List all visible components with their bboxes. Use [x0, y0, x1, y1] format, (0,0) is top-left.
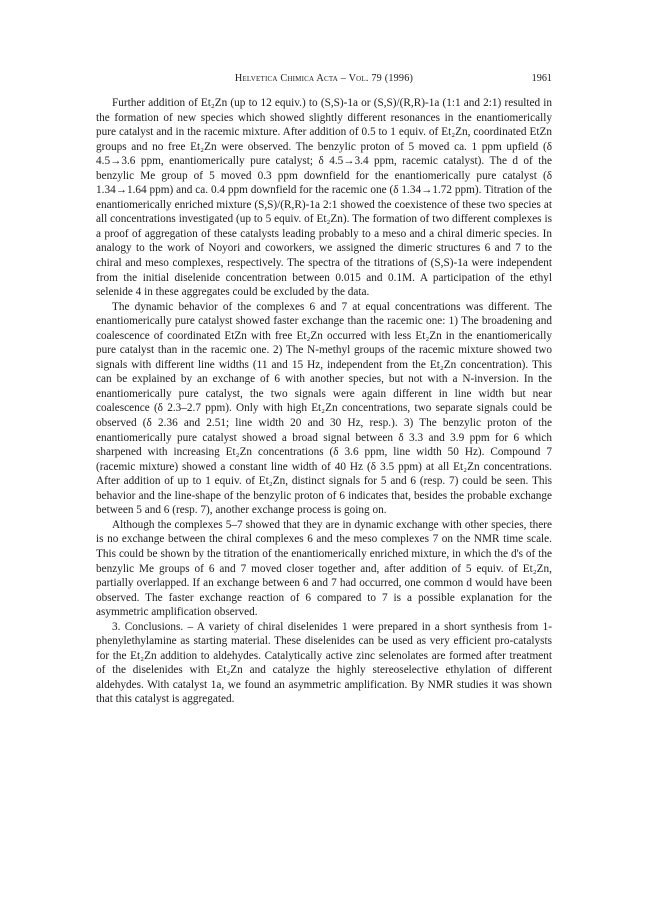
running-head: Helvetica Chimica Acta – Vol. 79 (1996) — [234, 73, 414, 84]
body-text — [96, 96, 552, 707]
paragraph-dynamic-behavior: The dynamic behavior of the complexes 6 and 7 at equal concentrations was different. The enantiomerically pure catalyst showed faster exchange than the racemic one: 1) The broadening and coalescence of coordinated EtZn with free Et₂Zn occurred with less Et₂Zn in the enantiomerically pure catalyst than in the racemic one. 2) The N-methyl groups of the racemic mixture showed two signals with different line widths (11 and 15 Hz, independent from the Et₂Zn concentration). This can be explained by an exchange of 6 with another species, but not with a N-inversion. In the enantiomerically pure catalyst, the two signals were again different in line width but near coalescence (δ 2.3–2.7 ppm). Only with high Et₂Zn concentrations, two separate signals could be observed (δ 2.36 and 2.51; line width 20 and 30 Hz, resp.). 3) The benzylic proton of the enantiomerically pure catalyst showed a broad signal between δ 3.3 and 3.9 ppm for 6 which sharpened with increasing Et₂Zn concentrations (δ 3.6 ppm, line width 50 Hz). Compound 7 (racemic mixture) showed a constant line width of 40 Hz (δ 3.5 ppm) at all Et₂Zn concentrations. After addition of up to 1 equiv. of Et₂Zn, distinct signals for 5 and 6 (resp. 7) could be seen. This behavior and the line-shape of the benzylic proton of 6 indicates that, besides the probable exchange between 5 and 6 (resp. 7), another exchange process is going on. — [96, 300, 552, 517]
paragraph-aggregation: Further addition of Et₂Zn (up to 12 equiv.) to (S,S)-1a or (S,S)/(R,R)-1a (1:1 and 2:1) resulted in the formation of new species which showed slightly different resonances in the enantiomerically pure catalyst and in the racemic mixture. After addition of 0.5 to 1 equiv. of Et₂Zn, coordinated EtZn groups and no free Et₂Zn were observed. The benzylic proton of 5 moved ca. 1 ppm upfield (δ 4.5→3.6 ppm, enantiomerically pure catalyst; δ 4.5→3.4 ppm, racemic catalyst). The d of the benzylic Me group of 5 moved 0.3 ppm downfield for the enantiomerically pure catalyst (δ 1.34→1.64 ppm) and ca. 0.4 ppm downfield for the racemic one (δ 1.34→1.72 ppm). Titration of the enantiomerically enriched mixture (S,S)/(R,R)-1a 2:1 showed the coexistence of these two species at all concentrations investigated (up to 5 equiv. of Et₂Zn). The formation of two different complexes is a proof of aggregation of these catalysts leading probably to a meso and a chiral dimeric species. In analogy to the work of Noyori and coworkers, we assigned the dimeric structures 6 and 7 to the chiral and meso complexes, respectively. The spectra of the titrations of (S,S)-1a were independent from the initial diselenide concentration between 0.015 and 0.1M. A participation of the ethyl selenide 4 in these aggregates could be excluded by the data. — [96, 97, 552, 299]
paragraph-exchange: Although the complexes 5–7 showed that they are in dynamic exchange with other species, there is no exchange between the chiral complexes 6 and the meso complexes 7 on the NMR time scale. This could be shown by the titration of the enantiomerically enriched mixture, in which the d's of the benzylic Me groups of 6 and 7 moved closer together and, after addition of 5 equiv. of Et₂Zn, partially overlapped. If an exchange between 6 and 7 had occurred, one common d would have been observed. The faster exchange reaction of 6 compared to 7 is a possible explanation for the asymmetric amplification observed. — [96, 518, 552, 619]
page-number: 1961 — [531, 73, 552, 84]
paragraph-conclusions: 3. Conclusions. – A variety of chiral diselenides 1 were prepared in a short synthesis from 1-phenylethylamine as starting material. These diselenides can be used as very efficient pro-catalysts for the Et₂Zn addition to aldehydes. Catalytically active zinc selenolates are formed after treatment of the diselenides with Et₂Zn and catalyze the highly stereoselective ethylation of different aldehydes. With catalyst 1a, we found an asymmetric amplification. By NMR studies it was shown that this catalyst is aggregated. — [96, 620, 552, 706]
page-header — [96, 73, 552, 87]
